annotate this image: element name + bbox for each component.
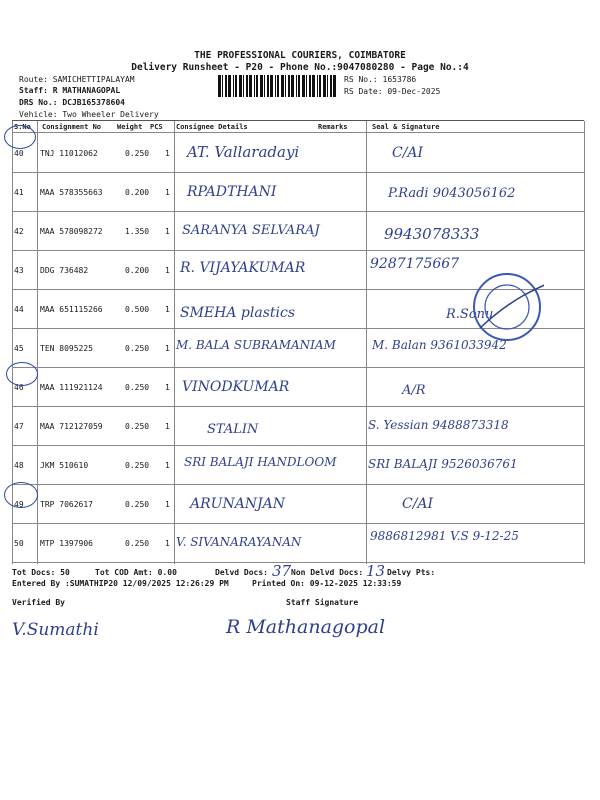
row-sno: 47 (14, 422, 24, 431)
table-row (12, 484, 584, 524)
row-consignee: V. SIVANARAYANAN (176, 535, 302, 549)
route-label: Route: SAMICHETTIPALAYAM (19, 75, 135, 84)
row-signature: SRI BALAJI 9526036761 (368, 457, 518, 471)
runsheet-subtitle: Delivery Runsheet - P20 - Phone No.:9047080280 - Page No.:4 (131, 62, 469, 73)
row-signature: R.Sonu (446, 307, 494, 322)
rs-date-label: RS Date: 09-Dec-2025 (344, 87, 441, 96)
table-right-border (584, 121, 585, 564)
verified-by-signature: V.Sumathi (12, 620, 99, 640)
vehicle-label: Vehicle: Two Wheeler Delivery (19, 110, 159, 119)
barcode-bar (267, 75, 269, 97)
row-signature: P.Radi 9043056162 (388, 186, 516, 201)
row-signature: C/AI (392, 145, 424, 161)
barcode-bar (249, 75, 252, 97)
row-weight: 0.200 (125, 266, 150, 275)
entered-by: Entered By :SUMATHIP20 12/09/2025 12:26:29 PM (12, 579, 229, 588)
barcode-bar (281, 75, 284, 97)
row-consignment: MAA 651115266 (40, 305, 103, 314)
row-sno: 48 (14, 461, 24, 470)
row-consignee: VINODKUMAR (182, 379, 290, 395)
barcode-bar (298, 75, 300, 97)
barcode-bar (296, 75, 297, 97)
row-signature: 9287175667 (370, 256, 460, 272)
company-seal-stamp (470, 270, 544, 344)
barcode-bar (330, 75, 332, 97)
row-signature: 9886812981 V.S 9-12-25 (370, 529, 519, 543)
row-pcs: 1 (165, 500, 170, 509)
row-consignee: AT. Vallaradayi (187, 143, 300, 161)
row-weight: 0.250 (125, 500, 150, 509)
row-weight: 0.250 (125, 149, 150, 158)
row-weight: 0.200 (125, 188, 150, 197)
row-consignee: M. BALA SUBRAMANIAM (176, 338, 336, 352)
row-sno: 42 (14, 227, 24, 236)
row-consignee: SMEHA plastics (180, 305, 296, 321)
barcode-bar (239, 75, 242, 97)
row-consignee: R. VIJAYAKUMAR (180, 260, 306, 276)
row-pcs: 1 (165, 383, 170, 392)
barcode-bar (228, 75, 231, 97)
sno-circle-mark (6, 362, 38, 386)
row-consignee: ARUNANJAN (190, 496, 286, 512)
barcode-bar (277, 75, 279, 97)
table-row (12, 172, 584, 212)
verified-by-label: Verified By (12, 598, 65, 607)
barcode-bar (243, 75, 244, 97)
barcode-bar (288, 75, 290, 97)
staff-label: Staff: R MATHANAGOPAL (19, 86, 121, 95)
barcode-bar (317, 75, 318, 97)
barcode-bar (233, 75, 234, 97)
row-signature: C/AI (402, 496, 434, 512)
row-consignment: TNJ 11012062 (40, 149, 98, 158)
table-row (12, 523, 584, 563)
row-sno: 50 (14, 539, 24, 548)
rs-no-label: RS No.: 1653786 (344, 75, 417, 84)
barcode (218, 75, 338, 97)
printed-on: Printed On: 09-12-2025 12:33:59 (252, 579, 402, 588)
row-consignment: TRP 7062617 (40, 500, 93, 509)
row-sno: 49 (14, 500, 24, 509)
row-pcs: 1 (165, 539, 170, 548)
row-consignee: STALIN (207, 422, 259, 437)
row-pcs: 1 (165, 344, 170, 353)
row-consignment: TEN 8095225 (40, 344, 93, 353)
table-row (12, 406, 584, 446)
barcode-bar (302, 75, 305, 97)
row-pcs: 1 (165, 149, 170, 158)
barcode-bar (256, 75, 258, 97)
row-sno: 41 (14, 188, 24, 197)
table-top-border (12, 120, 584, 121)
row-consignment: JKM 510610 (40, 461, 89, 470)
row-consignment: MAA 111921124 (40, 383, 103, 392)
col-header-sno: S.No (14, 123, 31, 131)
col-header-consignment: Consignment No (42, 123, 102, 131)
barcode-bar (291, 75, 294, 97)
row-consignment: MTP 1397906 (40, 539, 93, 548)
col-header-seal: Seal & Signature (372, 123, 440, 131)
row-consignee: RPADTHANI (187, 184, 277, 200)
row-weight: 0.500 (125, 305, 150, 314)
barcode-bar (319, 75, 321, 97)
sno-circle-mark (4, 482, 38, 508)
row-pcs: 1 (165, 305, 170, 314)
tot-docs: Tot Docs: 50 (12, 568, 70, 577)
row-weight: 0.250 (125, 539, 150, 548)
row-signature: S. Yessian 9488873318 (368, 418, 509, 432)
staff-signature-label: Staff Signature (286, 598, 359, 607)
row-signature: A/R (402, 383, 426, 398)
row-weight: 0.250 (125, 422, 150, 431)
row-consignment: MAA 578355663 (40, 188, 103, 197)
row-sno: 44 (14, 305, 24, 314)
delvd-docs-value: 37 (272, 562, 292, 580)
row-weight: 0.250 (125, 461, 150, 470)
row-pcs: 1 (165, 227, 170, 236)
barcode-bar (333, 75, 336, 97)
row-weight: 0.250 (125, 383, 150, 392)
barcode-bar (218, 75, 221, 97)
row-pcs: 1 (165, 422, 170, 431)
row-consignment: MAA 712127059 (40, 422, 103, 431)
barcode-bar (260, 75, 263, 97)
row-sno: 45 (14, 344, 24, 353)
barcode-bar (285, 75, 286, 97)
row-sno: 46 (14, 383, 24, 392)
delvd-docs-label: Delvd Docs: (215, 568, 268, 577)
barcode-bar (225, 75, 227, 97)
row-sno: 43 (14, 266, 24, 275)
row-consignee: SARANYA SELVARAJ (182, 223, 320, 238)
row-weight: 1.350 (125, 227, 150, 236)
row-sno: 40 (14, 149, 24, 158)
barcode-bar (275, 75, 276, 97)
col-header-weight: Weight (117, 123, 143, 131)
barcode-bar (323, 75, 326, 97)
col-header-remarks: Remarks (318, 123, 348, 131)
non-delvd-docs-label: Non Delvd Docs: (291, 568, 364, 577)
row-signature: M. Balan 9361033942 (372, 338, 507, 352)
row-signature: 9943078333 (384, 225, 480, 243)
tot-cod-amt: Tot COD Amt: 0.00 (95, 568, 177, 577)
row-consignee: SRI BALAJI HANDLOOM (184, 455, 337, 469)
row-consignment: MAA 578098272 (40, 227, 103, 236)
staff-signature: R Mathanagopal (226, 616, 386, 638)
barcode-bar (246, 75, 248, 97)
row-consignment: DDG 736482 (40, 266, 89, 275)
barcode-bar (264, 75, 265, 97)
barcode-bar (235, 75, 237, 97)
barcode-bar (309, 75, 311, 97)
row-pcs: 1 (165, 266, 170, 275)
barcode-bar (254, 75, 255, 97)
barcode-bar (270, 75, 273, 97)
delvy-pts-label: Delvy Pts: (387, 568, 436, 577)
col-header-consignee: Consignee Details (176, 123, 248, 131)
barcode-bar (306, 75, 307, 97)
barcode-bar (312, 75, 315, 97)
company-title: THE PROFESSIONAL COURIERS, COIMBATORE (194, 50, 406, 61)
table-row (12, 133, 584, 173)
table-row (12, 367, 584, 407)
row-weight: 0.250 (125, 344, 150, 353)
non-delvd-docs-value: 13 (366, 562, 386, 580)
col-header-pcs: PCS (150, 123, 163, 131)
table-row (12, 211, 584, 251)
drs-label: DRS No.: DCJB165378604 (19, 98, 125, 107)
sno-circle-mark (4, 125, 36, 149)
barcode-bar (327, 75, 328, 97)
table-row (12, 445, 584, 485)
row-pcs: 1 (165, 461, 170, 470)
row-pcs: 1 (165, 188, 170, 197)
barcode-bar (222, 75, 223, 97)
